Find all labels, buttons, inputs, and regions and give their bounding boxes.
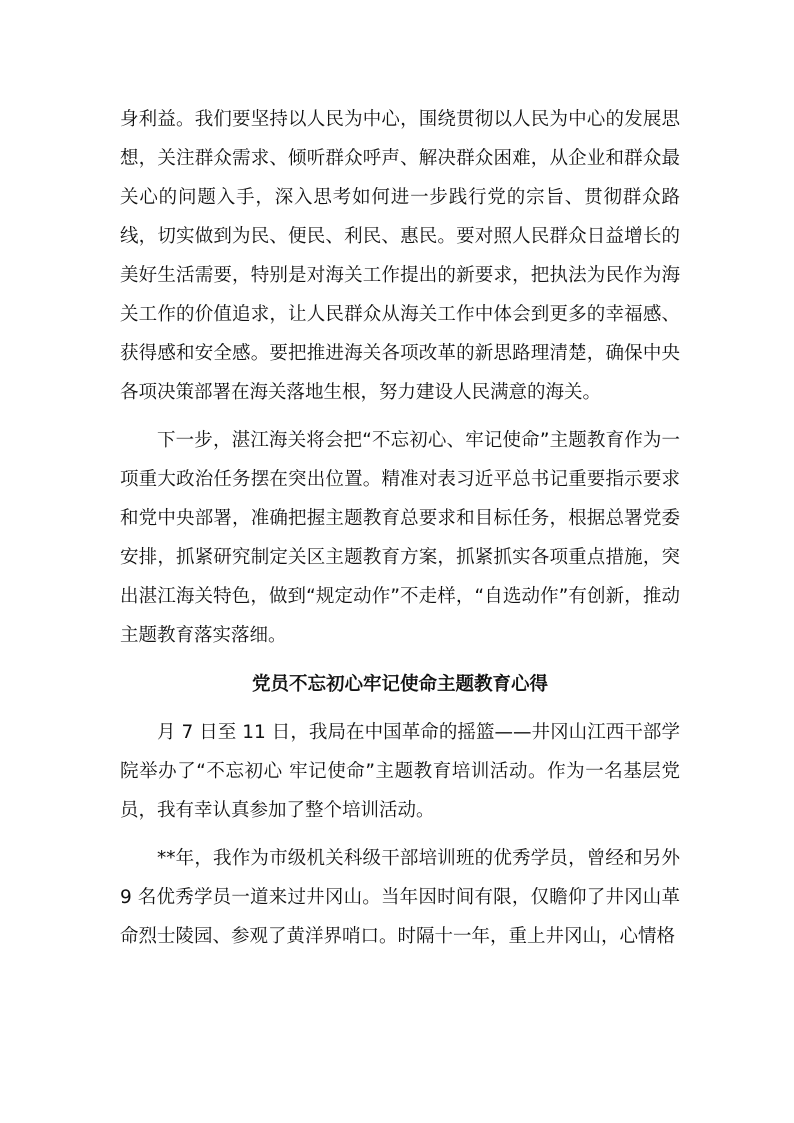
document-body (120, 100, 680, 956)
paragraph-4: **年，我作为市级机关科级干部培训班的优秀学员，曾经和另外 9 名优秀学员一道来过井冈山。当年因时间有限，仅瞻仰了井冈山革命烈士陵园、参观了黄洋界哨口。时隔十一年，重上井冈山，心情格 (120, 848, 680, 947)
paragraph-2: 下一步，湛江海关将会把“不忘初心、牢记使命”主题教育作为一项重大政治任务摆在突出位置。精准对表习近平总书记重要指示要求和党中央部署，准确把握主题教育总要求和目标任务，根据总署党委安排，抓紧研究制定关区主题教育方案，抓紧抓实各项重点措施，突出湛江海关特色，做到“规定动作”不走样，“自选动作”有创新，推动主题教育落实落细。 (120, 430, 680, 646)
paragraph-1: 身利益。我们要坚持以人民为中心，围绕贯彻以人民为中心的发展思想，关注群众需求、倾听群众呼声、解决群众困难，从企业和群众最关心的问题入手，深入思考如何进一步践行党的宗旨、贯彻群众路线，切实做到为民、便民、利民、惠民。要对照人民群众日益增长的美好生活需要，特别是对海关工作提出的新要求，把执法为民作为海关工作的价值追求，让人民群众从海关工作中体会到更多的幸福感、获得感和安全感。要把推进海关各项改革的新思路理清楚，确保中央各项决策部署在海关落地生根，努力建设人民满意的海关。 (120, 109, 680, 403)
section-heading: 党员不忘初心牢记使命主题教育心得 (251, 674, 548, 695)
paragraph-3: 月 7 日至 11 日，我局在中国革命的摇篮——井冈山江西干部学院举办了“不忘初心 牢记使命”主题教育培训活动。作为一名基层党员，我有幸认真参加了整个培训活动。 (120, 722, 680, 821)
